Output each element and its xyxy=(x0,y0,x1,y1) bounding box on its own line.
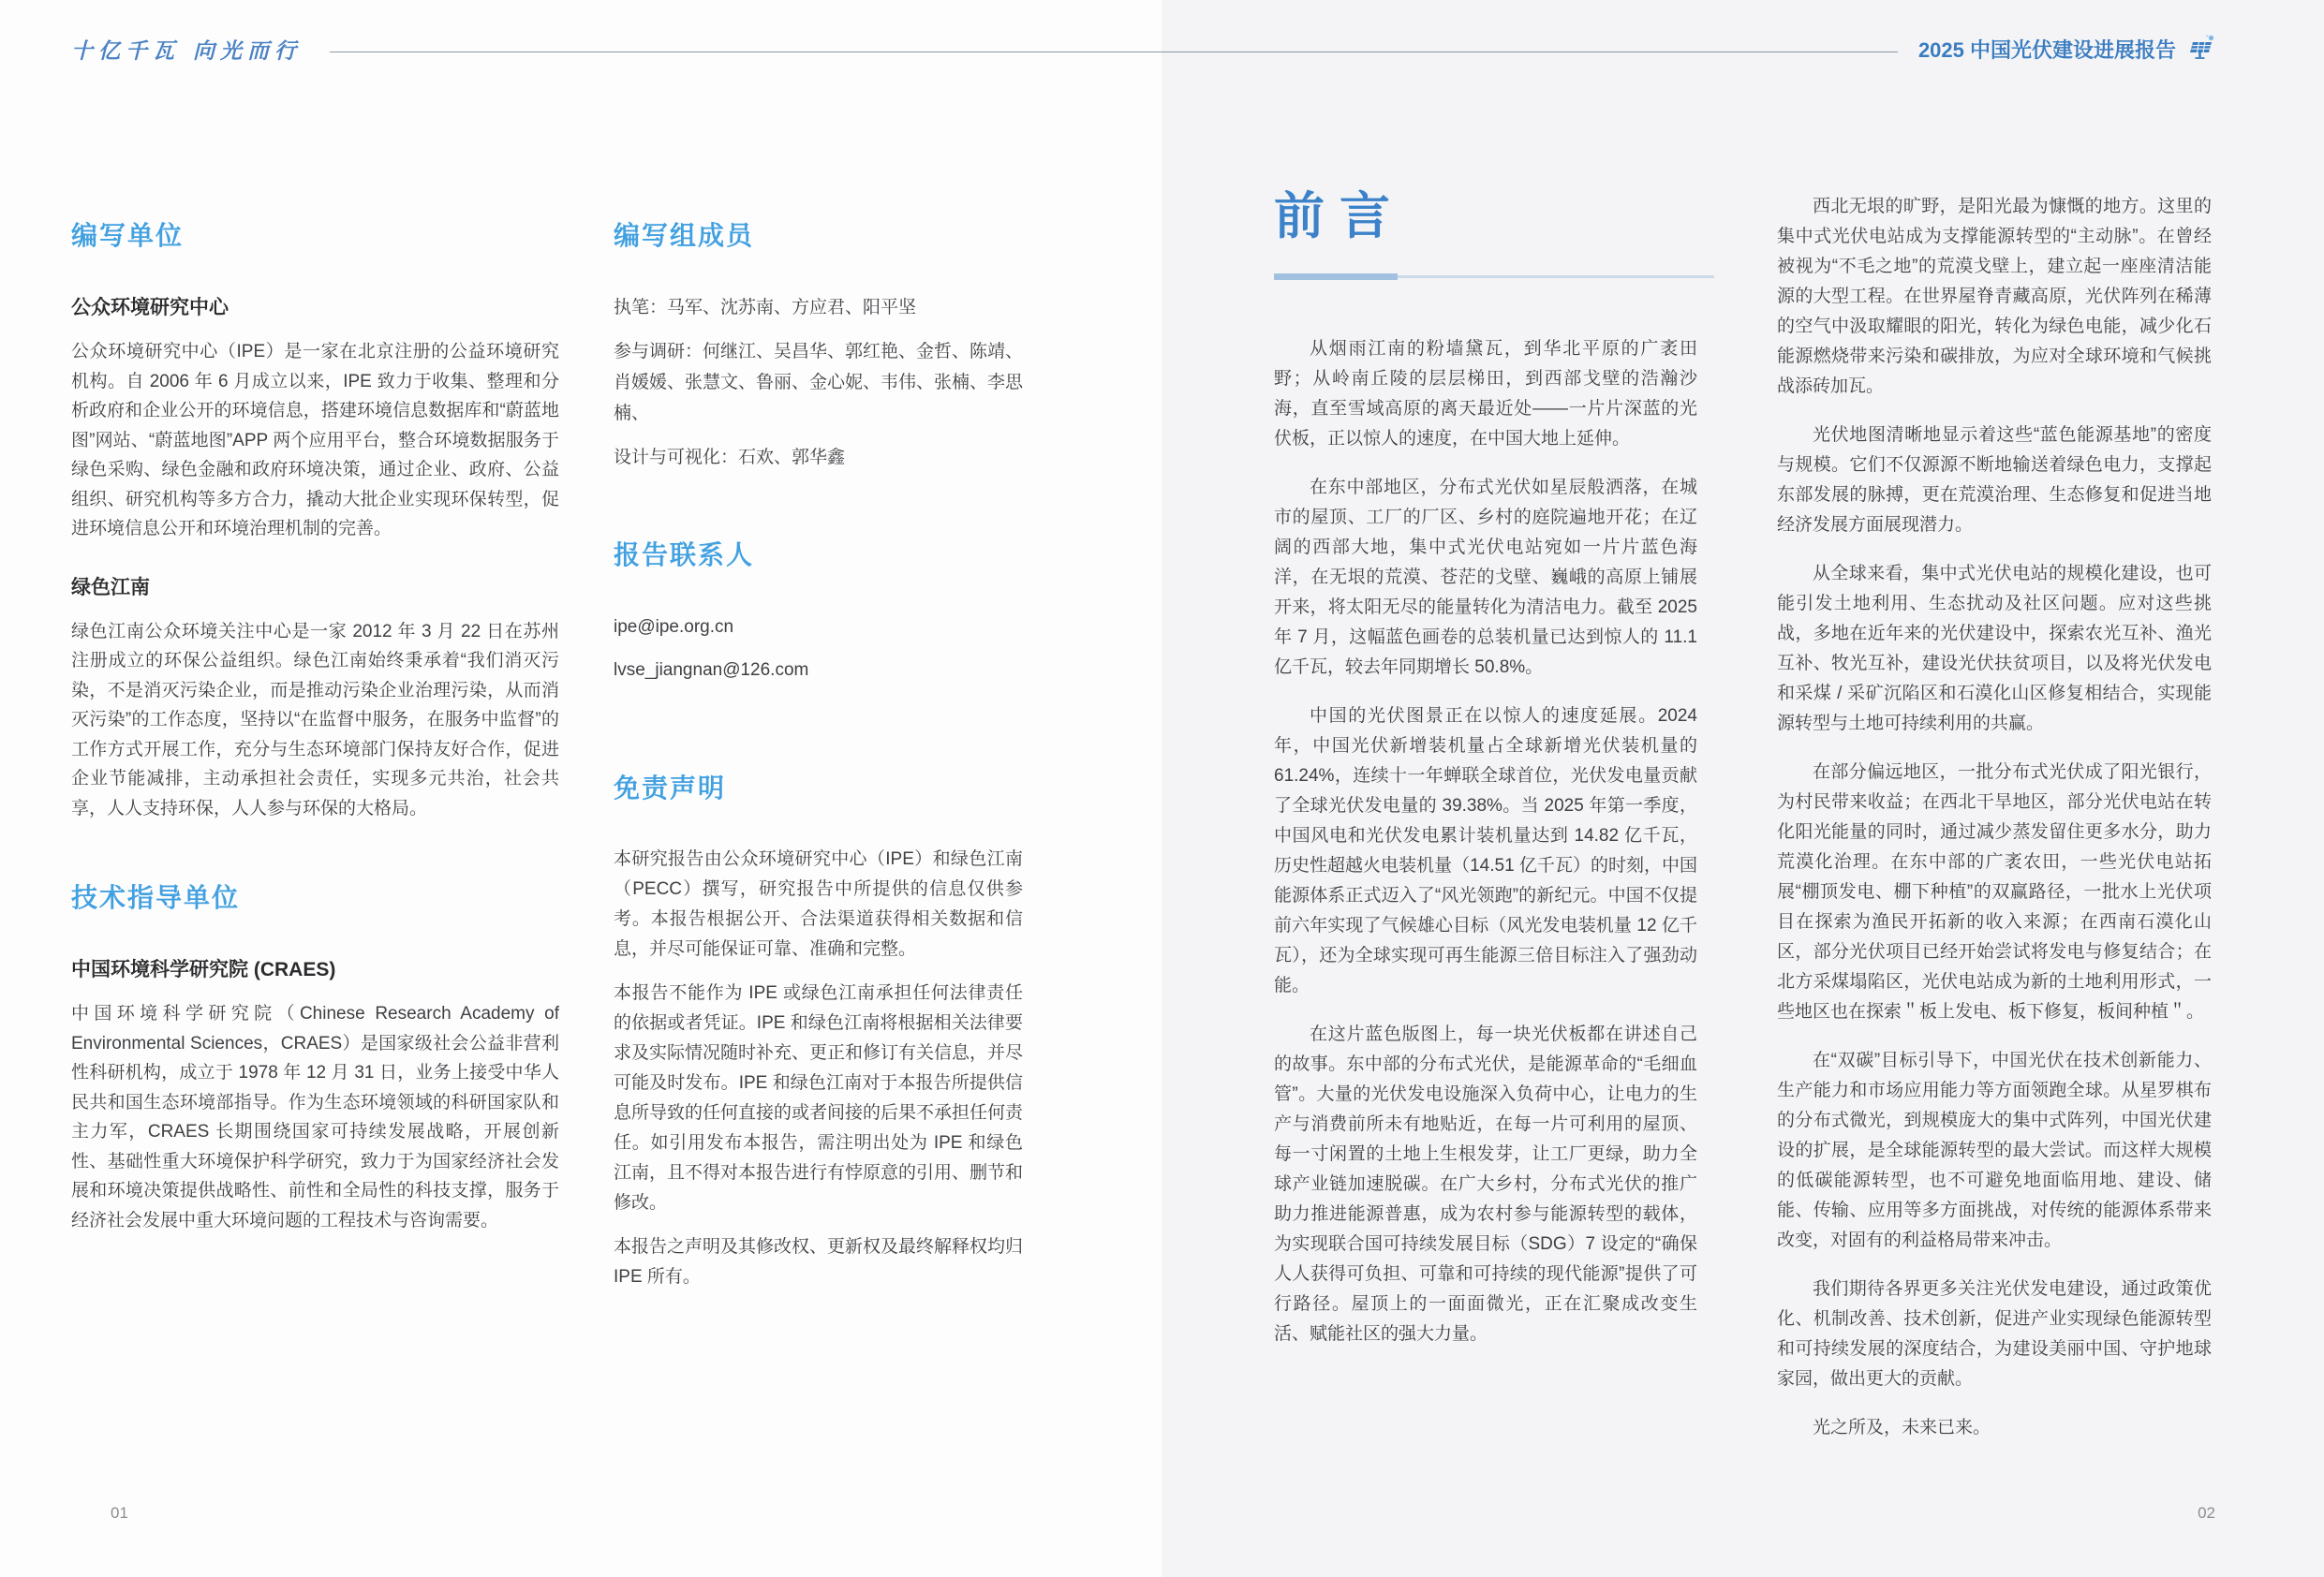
preface-column-1 xyxy=(1274,334,1697,1368)
team-line-authors: 执笔：马军、沈苏南、方应君、阳平坚 xyxy=(614,298,917,317)
page-number-left: 01 xyxy=(111,1504,128,1522)
org-desc-craes: 中国环境科学研究院（Chinese Research Academy of Environmental Sciences，CRAES）是国家级社会公益非营利性科研机构，成立于 1978 年 12 月 31 日，业务上接受中华人民共和国生态环境部指导。作为生态环境领域的科研国家队和主力军，CRAES 长期围绕国家可持续发展战略，开展创新性、基础性重大环境保护科学研究，致力于为国家经济社会发展和环境决策提供战略性、前性和全局性的科技支撑，服务于经济社会发展中重大环境问题的工程技术与咨询需要。 xyxy=(71,1004,559,1231)
preface-paragraph: 在部分偏远地区，一批分布式光伏成了阳光银行，为村民带来收益；在西北干旱地区，部分光伏电站在转化阳光能量的同时，通过减少蒸发留住更多水分，助力荒漠化治理。在东中部的广袤农田，一些光伏电站拓展“棚顶发电、棚下种植”的双赢路径，一批水上光伏项目在探索为渔民开拓新的收入来源；在西南石漠化山区，部分光伏项目已经开始尝试将发电与修复结合；在北方采煤塌陷区，光伏电站成为新的土地利用形式，一些地区也在探索＂板上发电、板下修复，板间种植＂。 xyxy=(1777,762,2212,1022)
preface-paragraph: 在东中部地区，分布式光伏如星辰般洒落，在城市的屋顶、工厂的厂区、乡村的庭院遍地开花；在辽阔的西部大地，集中式光伏电站宛如一片片蓝色海洋，在无垠的荒漠、苍茫的戈壁、巍峨的高原上铺展开来，将太阳无尽的能量转化为清洁电力。截至 2025 年 7 月，这幅蓝色画卷的总装机量已达到惊人的 11.1 亿千瓦，较去年同期增长 50.8%。 xyxy=(1274,478,1697,677)
preface-paragraph: 光伏地图清晰地显示着这些“蓝色能源基地”的密度与规模。它们不仅源源不断地输送着绿色电力，支撑起东部发展的脉搏，更在荒漠治理、生态修复和促进当地经济发展方面展现潜力。 xyxy=(1777,425,2212,535)
preface-paragraph: 从烟雨江南的粉墙黛瓦，到华北平原的广袤田野；从岭南丘陵的层层梯田，到西部戈壁的浩瀚沙海，直至雪域高原的离天最近处——一片片深蓝的光伏板，正以惊人的速度，在中国大地上延伸。 xyxy=(1274,339,1697,449)
contact-email-jiangnan: lvse_jiangnan@126.com xyxy=(614,660,809,680)
team-heading: 编写组成员 xyxy=(614,221,755,250)
preface-title-underline xyxy=(1274,273,1714,280)
underline-light-segment xyxy=(1398,275,1714,278)
running-header xyxy=(0,34,2324,65)
preface-paragraph: 从全球来看，集中式光伏电站的规模化建设，也可能引发土地利用、生态扰动及社区问题。应对这些挑战，多地在近年来的光伏建设中，探索农光互补、渔光互补、牧光互补，建设光伏扶贫项目，以及将光伏发电和采煤 / 采矿沉陷区和石漠化山区修复相结合，实现能源转型与土地可持续利用的共赢。 xyxy=(1777,564,2212,733)
preface-column-2 xyxy=(1777,192,2212,1462)
org-desc-green-jiangnan: 绿色江南公众环境关注中心是一家 2012 年 3 月 22 日在苏州注册成立的环保公益组织。绿色江南始终秉承着“我们消灭污染，不是消灭污染企业，而是推动污染企业治理污染，从而消灭污染”的工作态度，坚持以“在监督中服务，在服务中监督”的工作方式开展工作，充分与生态环境部门保持友好合作，促进企业节能减排，主动承担社会责任，实现多元共治，社会共享，人人支持环保，人人参与环保的大格局。 xyxy=(71,621,559,818)
org-name-ipe: 公众环境研究中心 xyxy=(71,297,229,318)
preface-title: 前言 xyxy=(1274,188,1405,244)
technical-guidance-heading: 技术指导单位 xyxy=(71,883,241,912)
disclaimer-para: 本报告之声明及其修改权、更新权及最终解释权均归 IPE 所有。 xyxy=(614,1237,1024,1287)
contacts-heading: 报告联系人 xyxy=(614,540,755,569)
right-page-content xyxy=(1162,0,2324,1577)
left-page-column-1 xyxy=(71,215,559,1263)
underline-dark-segment xyxy=(1274,273,1398,280)
header-motto: 十亿千瓦 向光而行 xyxy=(71,38,303,64)
org-desc-ipe: 公众环境研究中心（IPE）是一家在北京注册的公益环境研究机构。自 2006 年 6 月成立以来，IPE 致力于收集、整理和分析政府和企业公开的环境信息，搭建环境信息数据库和“蔚蓝地图”网站、“蔚蓝地图”APP 两个应用平台，整合环境数据服务于绿色采购、绿色金融和政府环境决策，通过企业、政府、公益组织、研究机构等多方合力，撬动大批企业实现环保转型，促进环境信息公开和环境治理机制的完善。 xyxy=(71,342,559,538)
disclaimer-para: 本报告不能作为 IPE 或绿色江南承担任何法律责任的依据或者凭证。IPE 和绿色江南将根据相关法律要求及实际情况随时补充、更正和修订有关信息，并尽可能及时发布。IPE 和绿色江南对于本报告所提供信息所导致的任何直接的或者间接的后果不承担任何责任。如引用发布本报告，需注明出处为 IPE 和绿色江南，且不得对本报告进行有悖原意的引用、删节和修改。 xyxy=(614,983,1024,1213)
disclaimer-para: 本研究报告由公众环境研究中心（IPE）和绿色江南（PECC）撰写，研究报告中所提供的信息仅供参考。本报告根据公开、合法渠道获得相关数据和信息，并尽可能保证可靠、准确和完整。 xyxy=(614,849,1023,959)
preface-paragraph: 光之所及，未来已来。 xyxy=(1813,1418,1991,1437)
org-name-craes: 中国环境科学研究院 (CRAES) xyxy=(71,959,336,980)
preface-paragraph: 我们期待各界更多关注光伏发电建设，通过政策优化、机制改善、技术创新，促进产业实现绿色能源转型和可持续发展的深度结合，为建设美丽中国、守护地球家园，做出更大的贡献。 xyxy=(1777,1279,2212,1389)
solar-panel-icon xyxy=(2187,34,2215,65)
contact-email-ipe: ipe@ipe.org.cn xyxy=(614,617,734,637)
org-name-green-jiangnan: 绿色江南 xyxy=(71,576,150,598)
disclaimer-heading: 免责声明 xyxy=(614,774,727,803)
header-report-title: 2025 中国光伏建设进展报告 xyxy=(1917,38,2176,62)
compiling-units-heading: 编写单位 xyxy=(71,221,185,250)
page-number-right: 02 xyxy=(2198,1504,2215,1522)
team-line-design: 设计与可视化：石欢、郭华鑫 xyxy=(614,448,846,467)
team-line-researchers: 参与调研：何继江、吴昌华、郭红艳、金哲、陈靖、肖媛媛、张慧文、鲁丽、金心妮、韦伟、张楠、李思楠、 xyxy=(614,342,1024,423)
left-page-column-2 xyxy=(614,215,1023,1306)
preface-paragraph: 西北无垠的旷野，是阳光最为慷慨的地方。这里的集中式光伏电站成为支撑能源转型的“主动脉”。在曾经被视为“不毛之地”的荒漠戈壁上，建立起一座座清洁能源的大型工程。在世界屋脊青藏高原，光伏阵列在稀薄的空气中汲取耀眼的阳光，转化为绿色电能，减少化石能源燃烧带来污染和碳排放，为应对全球环境和气候挑战添砖加瓦。 xyxy=(1777,197,2212,396)
preface-paragraph: 在这片蓝色版图上，每一块光伏板都在讲述自己的故事。东中部的分布式光伏，是能源革命的“毛细血管”。大量的光伏发电设施深入负荷中心，让电力的生产与消费前所未有地贴近，在每一片可利用的屋顶、每一寸闲置的土地上生根发芽，让工厂更绿，助力全球产业链加速脱碳。在广大乡村，分布式光伏的推广助力推进能源普惠，成为农村参与能源转型的载体，为实现联合国可持续发展目标（SDG）7 设定的“确保人人获得可负担、可靠和可持续的现代能源”提供了可行路径。屋顶上的一面面微光，正在汇聚成改变生活、赋能社区的强大力量。 xyxy=(1274,1024,1697,1344)
preface-paragraph: 中国的光伏图景正在以惊人的速度延展。2024 年，中国光伏新增装机量占全球新增光伏装机量的 61.24%，连续十一年蝉联全球首位，光伏发电量贡献了全球光伏发电量的 39.38%。当 2025 年第一季度，中国风电和光伏发电累计装机量达到 14.82 亿千瓦，历史性超越火电装机量（14.51 亿千瓦）的时刻，中国能源体系正式迈入了“风光领跑”的新纪元。中国不仅提前六年实现了气候雄心目标（风光发电装机量 12 亿千瓦），还为全球实现可再生能源三倍目标注入了强劲动能。 xyxy=(1274,706,1697,995)
preface-paragraph: 在“双碳”目标引导下，中国光伏在技术创新能力、生产能力和市场应用能力等方面领跑全球。从星罗棋布的分布式微光，到规模庞大的集中式阵列，中国光伏建设的扩展，是全球能源转型的最大尝试。而这样大规模的低碳能源转型，也不可避免地面临用地、建设、储能、传输、应用等多方面挑战，对传统的能源体系带来改变，对固有的利益格局带来冲击。 xyxy=(1777,1051,2212,1250)
